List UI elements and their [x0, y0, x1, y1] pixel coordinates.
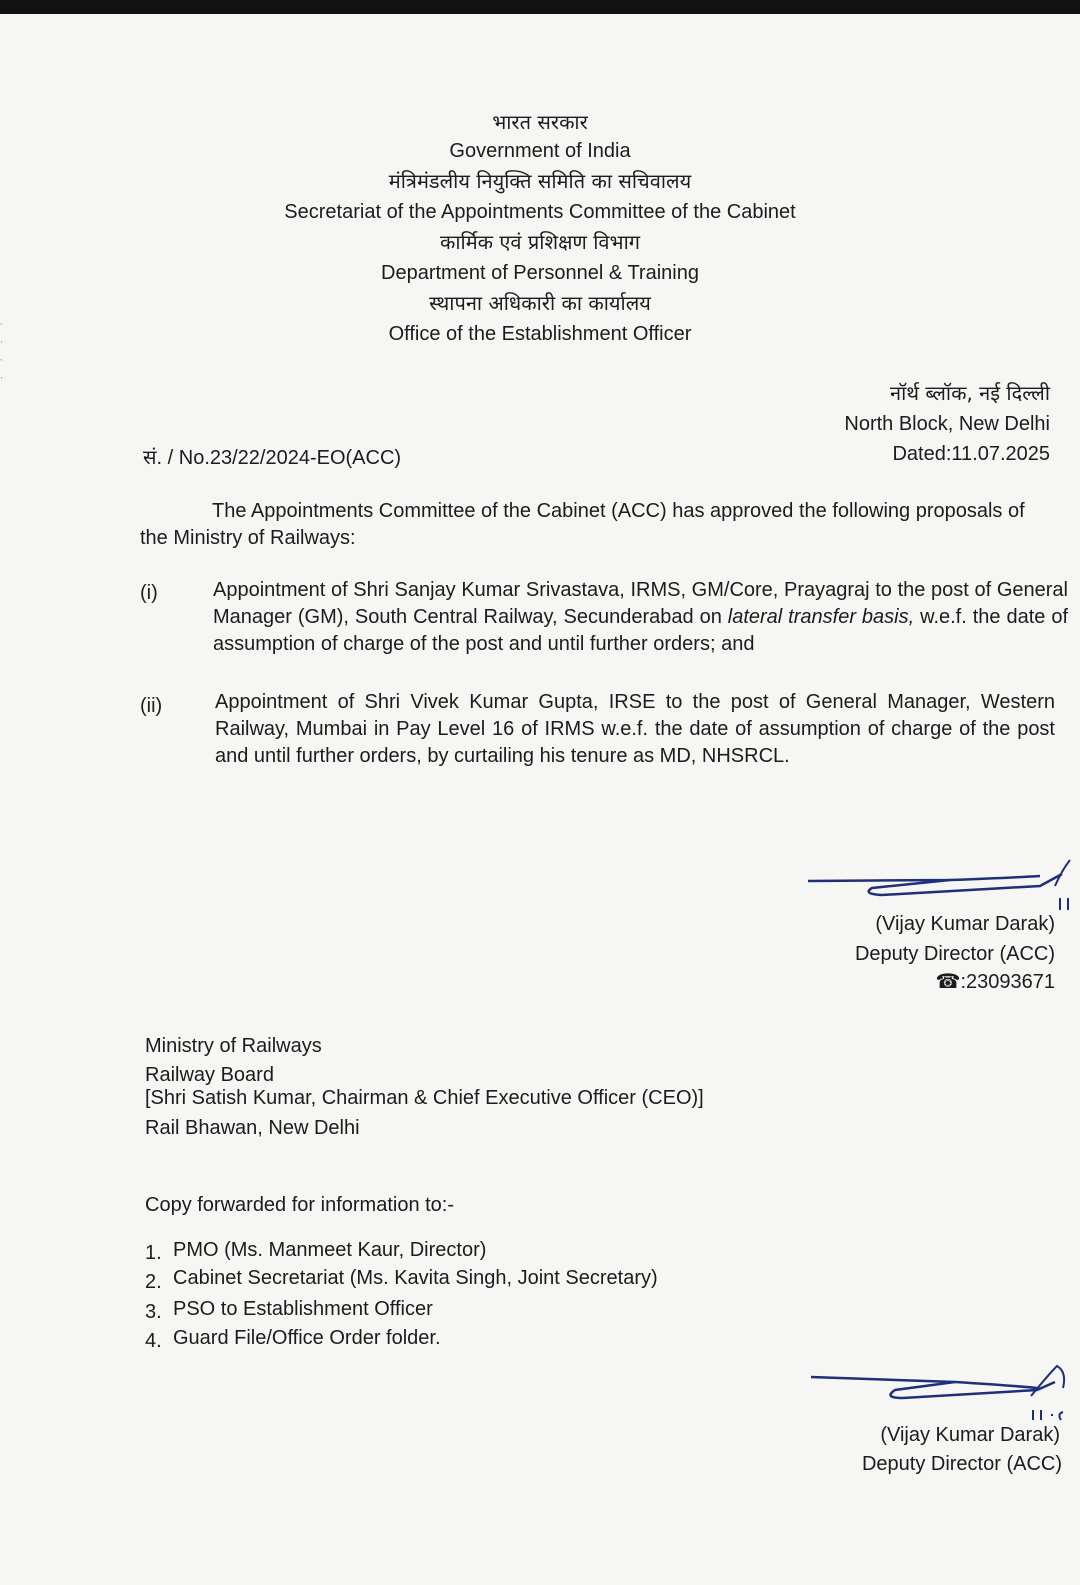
- intro-paragraph: The Appointments Committee of the Cabinet (ACC) has approved the following proposals of the Ministry of Railways:: [140, 500, 1025, 549]
- scan-edge-marks: ˎ ˏ ˎ ˏ: [0, 316, 3, 379]
- recipient-board: Railway Board: [145, 1064, 274, 1086]
- signatory-name-2: (Vijay Kumar Darak): [880, 1424, 1060, 1446]
- header-department: Department of Personnel & Training: [381, 262, 699, 284]
- signatory-designation-1: Deputy Director (ACC): [854, 943, 1055, 965]
- header-hindi-department: कार्मिक एवं प्रशिक्षण विभाग: [439, 230, 641, 254]
- copy-item-number: 4.: [145, 1330, 162, 1352]
- copy-item-number: 3.: [145, 1301, 162, 1323]
- header-hindi-office: स्थापना अधिकारी का कार्यालय: [429, 291, 651, 315]
- signatory-phone: ☎:23093671: [935, 971, 1055, 993]
- signatory-designation-2: Deputy Director (ACC): [861, 1453, 1062, 1475]
- signature-2-mark: [805, 1360, 1077, 1428]
- appointment-item-2: Appointment of Shri Vivek Kumar Gupta, IRSE to the post of General Manager, Western Railway, Mumbai in Pay Level 16 of IRMS w.e.f. the date of assumption of charge of the post and until further orders, by curtailing his tenure as MD, NHSRCL.: [215, 691, 1055, 767]
- signature-1-mark: [800, 856, 1075, 916]
- address-place: North Block, New Delhi: [844, 413, 1050, 435]
- recipient-person: [Shri Satish Kumar, Chairman & Chief Executive Officer (CEO)]: [145, 1087, 704, 1109]
- item-number-1: (i): [140, 582, 158, 604]
- scan-top-border: [0, 0, 1080, 14]
- copy-item: Guard File/Office Order folder.: [173, 1327, 441, 1349]
- copy-heading: Copy forwarded for information to:-: [145, 1194, 455, 1216]
- item-number-2: (ii): [140, 695, 163, 717]
- item-1-text-end: w.e.f. the date of assumption of charge of the post and until further orders; and: [213, 606, 1069, 655]
- letter-date: Dated:11.07.2025: [892, 443, 1050, 465]
- signatory-name-1: (Vijay Kumar Darak): [875, 913, 1055, 935]
- header-government: Government of India: [449, 140, 631, 162]
- item-1-italic-text: lateral transfer basis,: [727, 606, 915, 628]
- copy-item: PMO (Ms. Manmeet Kaur, Director): [173, 1239, 487, 1261]
- recipient-ministry: Ministry of Railways: [145, 1035, 322, 1057]
- item-1-text: Appointment of Shri Sanjay Kumar Srivastava, IRMS, GM/Core, Prayagraj to the post of General Manager (GM), South Central Railway, Secunderabad on: [213, 579, 1068, 628]
- header-secretariat: Secretariat of the Appointments Committee of the Cabinet: [284, 201, 796, 223]
- header-office: Office of the Establishment Officer: [388, 323, 692, 345]
- recipient-address: Rail Bhawan, New Delhi: [145, 1117, 360, 1139]
- copy-item-number: 1.: [145, 1242, 162, 1264]
- appointment-item-1: [213, 577, 1068, 658]
- copy-item-number: 2.: [145, 1271, 162, 1293]
- copy-item: PSO to Establishment Officer: [173, 1298, 433, 1320]
- reference-number: सं. / No.23/22/2024-EO(ACC): [143, 447, 402, 469]
- header-hindi-government: भारत सरकार: [492, 110, 588, 134]
- copy-item: Cabinet Secretariat (Ms. Kavita Singh, Joint Secretary): [173, 1267, 658, 1289]
- address-hindi-place: नॉर्थ ब्लॉक, नई दिल्ली: [889, 381, 1050, 405]
- header-hindi-secretariat: मंत्रिमंडलीय नियुक्ति समिति का सचिवालय: [388, 169, 692, 193]
